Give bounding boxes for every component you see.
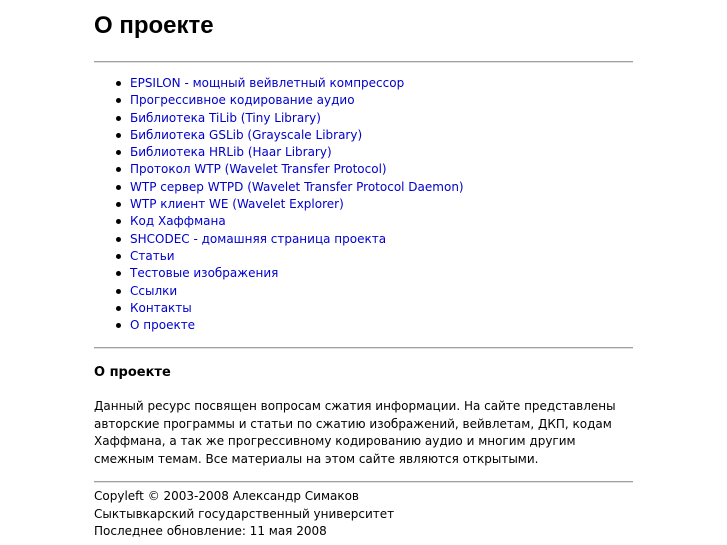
nav-item <box>94 127 464 144</box>
divider-bottom <box>94 481 633 483</box>
bullet-icon <box>116 150 121 155</box>
nav-item <box>94 196 464 213</box>
nav-link-articles[interactable]: Статьи <box>130 248 175 263</box>
nav-item <box>94 92 464 109</box>
bullet-icon <box>116 167 121 172</box>
nav-link-progressive-audio[interactable]: Прогрессивное кодирование аудио <box>130 93 355 108</box>
nav-link-wtpd-server[interactable]: WTP сервер WTPD (Wavelet Transfer Protocol Daemon) <box>130 179 464 194</box>
nav-item <box>94 283 464 300</box>
nav-link-about[interactable]: О проекте <box>130 318 196 333</box>
bullet-icon <box>116 185 121 190</box>
nav-link-epsilon[interactable]: EPSILON - мощный вейвлетный компрессор <box>130 76 405 90</box>
nav-item <box>94 300 464 317</box>
bullet-icon <box>116 133 121 138</box>
bullet-icon <box>116 323 121 328</box>
nav-link-huffman[interactable]: Код Хаффмана <box>130 214 226 229</box>
nav-link-links[interactable]: Ссылки <box>130 283 178 298</box>
bullet-icon <box>116 202 121 207</box>
nav-item <box>94 248 464 265</box>
nav-link-contacts[interactable]: Контакты <box>130 300 192 315</box>
page-title: О проекте <box>94 12 214 39</box>
footer <box>94 488 394 541</box>
divider-middle <box>94 347 633 349</box>
footer-university: Сыктывкарский государственный университет <box>94 506 395 521</box>
nav-item <box>94 231 464 248</box>
nav-link-wtp-protocol[interactable]: Протокол WTP (Wavelet Transfer Protocol) <box>130 162 387 177</box>
about-heading: О проекте <box>94 365 171 380</box>
nav-link-shcodec[interactable]: SHCODEC - домашняя страница проекта <box>130 231 387 246</box>
nav-item <box>94 265 464 282</box>
nav-item <box>94 161 464 178</box>
nav-link-we-client[interactable]: WTP клиент WE (Wavelet Explorer) <box>130 197 344 212</box>
nav-link-gslib[interactable]: Библиотека GSLib (Grayscale Library) <box>130 127 363 142</box>
bullet-icon <box>116 271 121 276</box>
nav-item <box>94 213 464 230</box>
divider-top <box>94 61 633 63</box>
nav-item <box>94 110 464 127</box>
bullet-icon <box>116 306 121 311</box>
bullet-icon <box>116 237 121 242</box>
nav-link-test-images[interactable]: Тестовые изображения <box>130 266 279 281</box>
bullet-icon <box>116 98 121 103</box>
nav-item <box>94 75 464 92</box>
footer-copyleft: Copyleft © 2003-2008 Александр Симаков <box>94 489 360 503</box>
bullet-icon <box>116 219 121 224</box>
bullet-icon <box>116 289 121 294</box>
nav-item <box>94 179 464 196</box>
nav-item <box>94 317 464 334</box>
nav-list <box>94 75 464 334</box>
nav-link-tilib[interactable]: Библиотека TiLib (Tiny Library) <box>130 110 321 125</box>
nav-link-hrlib[interactable]: Библиотека HRLib (Haar Library) <box>130 145 332 160</box>
bullet-icon <box>116 81 121 86</box>
nav-item <box>94 144 464 161</box>
about-text: Данный ресурс посвящен вопросам сжатия информации. На сайте представлены авторские программы и статьи по сжатию изображений, вейвлетам, ДКП, кодам Хаффмана, а так же прогрессивному кодированию аудио и многим другим смежным темам. Все материалы на этом сайте являются открытыми. <box>94 399 616 466</box>
bullet-icon <box>116 254 121 259</box>
bullet-icon <box>116 116 121 121</box>
footer-updated: Последнее обновление: 11 мая 2008 <box>94 524 327 538</box>
